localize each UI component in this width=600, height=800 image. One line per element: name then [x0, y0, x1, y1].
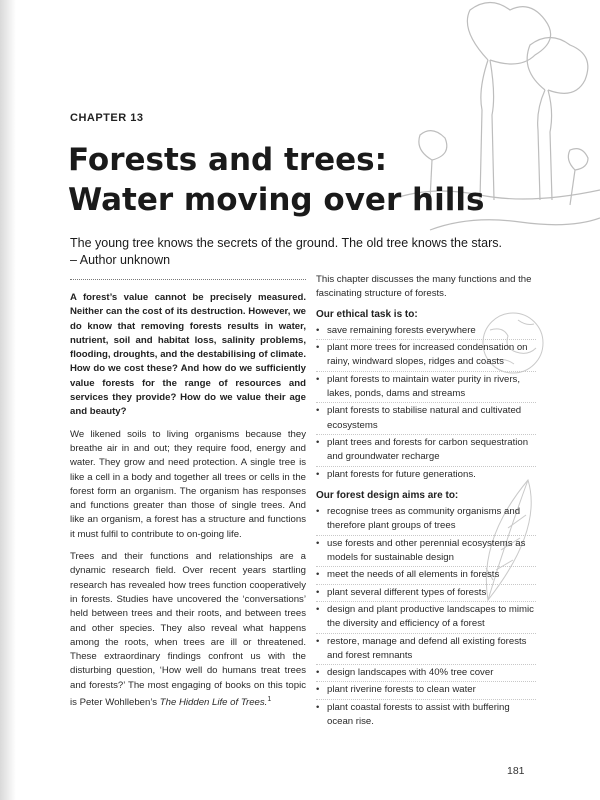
ethical-list: [316, 324, 536, 483]
lead-paragraph: A forest’s value cannot be precisely measured. Neither can the cost of its destruction. However, we do know that removing forests results in water, nutrient, soil and habitat loss, salinity problems, flooding, droughts, and the destabilising of climate. How do we cost these? And how do we sufficiently value forests for the range of resources and services they provide? How do we value their age and beauty?: [70, 292, 306, 418]
epigraph-quote: The young tree knows the secrets of the ground. The old tree knows the stars.: [70, 236, 502, 250]
chapter-title: [68, 140, 485, 220]
book-title: The Hidden Life of Trees.: [159, 697, 268, 709]
left-column: [70, 291, 306, 719]
epigraph: [70, 235, 510, 269]
list-item: • plant more trees for increased condensation on rainy, windward slopes, ridges and coasts: [316, 341, 536, 372]
right-column: [316, 273, 536, 736]
epigraph-attribution: – Author unknown: [70, 253, 171, 267]
list-item: • plant trees and forests for carbon sequestration and groundwater recharge: [316, 436, 536, 467]
ethical-heading: Our ethical task is to:: [316, 308, 418, 320]
section-divider: [70, 279, 306, 280]
chapter-title-line-1: Forests and trees:: [68, 142, 388, 178]
body-paragraph-2-text: Trees and their functions and relationships are a dynamic research field. Over recent years startling research has revealed how trees function cooperatively in forests. Studies have uncovered the ‘conversations’ held between trees and their roots, and between trees and other species. They also reveal what happens among the roots, when trees are ill or threatened. These extraordinary findings confront us with the disturbing question, ‘How well do humans treat trees and forests?’ The most engaging of books on this topic is Peter Wohlleben’s: [70, 551, 306, 709]
list-item: • save remaining forests everywhere: [316, 324, 536, 340]
footnote-marker: 1: [267, 696, 272, 704]
page-number: 181: [507, 765, 525, 777]
page-gutter-shadow: [0, 0, 16, 800]
list-item: • design and plant productive landscapes to mimic the diversity and efficiency of a forest: [316, 603, 536, 634]
list-item: • plant forests to maintain water purity in rivers, lakes, ponds, dams and streams: [316, 373, 536, 404]
chapter-title-line-2: Water moving over hills: [68, 182, 485, 218]
chapter-intro: This chapter discusses the many functions and the fascinating structure of forests.: [316, 274, 532, 300]
list-item: • plant forests for future generations.: [316, 468, 536, 483]
list-item: • restore, manage and defend all existing forests and forest remnants: [316, 635, 536, 666]
list-item: • use forests and other perennial ecosystems as models for sustainable design: [316, 537, 536, 568]
list-item: • plant coastal forests to assist with buffering ocean rise.: [316, 701, 536, 731]
design-heading: Our forest design aims are to:: [316, 489, 459, 501]
list-item: • plant forests to stabilise natural and cultivated ecosystems: [316, 404, 536, 435]
body-paragraph-1: We likened soils to living organisms because they breathe air in and out; they require food, energy and water. They grow and need protection. A single tree is like a cell in a body and together all trees or cells in the forest form an organism. The organism has responses and functions greater than those of single trees. And like an organism, a forest has a structure and functions it must fulfil to contribute to on-going life.: [70, 428, 306, 540]
body-paragraph-2: [70, 550, 306, 710]
list-item: • plant several different types of forests: [316, 586, 536, 602]
list-item: • meet the needs of all elements in forests: [316, 568, 536, 584]
list-item: • plant riverine forests to clean water: [316, 683, 536, 699]
design-list: [316, 505, 536, 730]
chapter-label: CHAPTER 13: [70, 112, 144, 124]
list-item: • design landscapes with 40% tree cover: [316, 666, 536, 682]
list-item: • recognise trees as community organisms and therefore plant groups of trees: [316, 505, 536, 536]
